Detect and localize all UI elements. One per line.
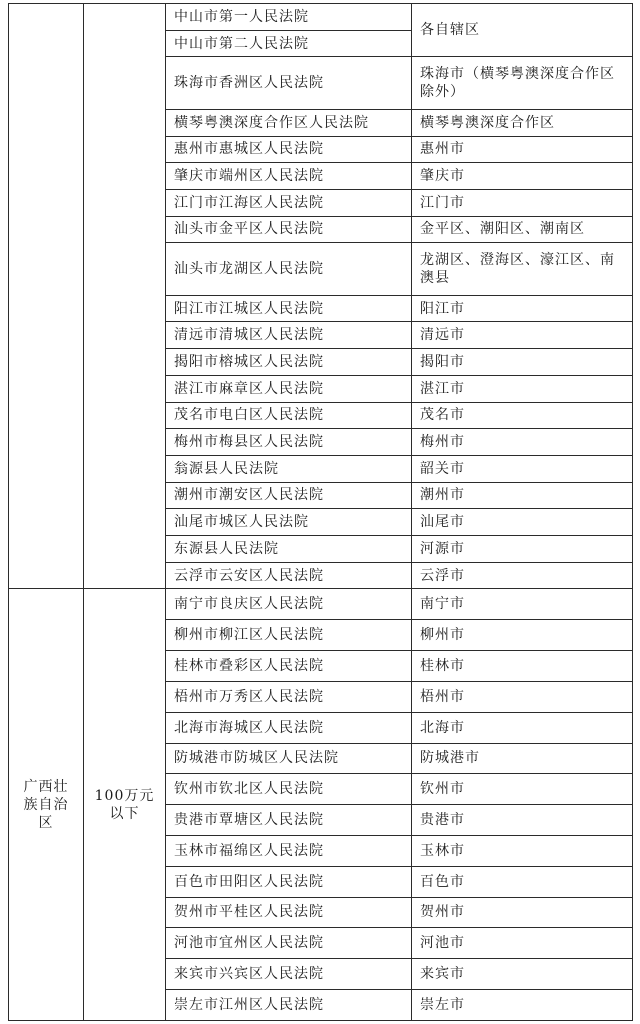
court-name-cell: 来宾市兴宾区人民法院 [166, 959, 412, 990]
court-name-cell: 汕头市金平区人民法院 [166, 216, 412, 243]
jurisdiction-area-cell: 江门市 [412, 189, 633, 216]
region-cell-guangxi: 广西壮族自治区 [9, 589, 84, 1021]
jurisdiction-area-cell: 阳江市 [412, 295, 633, 322]
amount-cell-guangxi: 100万元以下 [84, 589, 166, 1021]
jurisdiction-area-cell: 肇庆市 [412, 163, 633, 190]
court-name-cell: 玉林市福绵区人民法院 [166, 835, 412, 866]
court-name-cell: 东源县人民法院 [166, 536, 412, 563]
jurisdiction-area-cell: 韶关市 [412, 455, 633, 482]
jurisdiction-area-cell: 百色市 [412, 866, 633, 897]
court-name-cell: 防城港市防城区人民法院 [166, 743, 412, 774]
court-name-cell: 北海市海城区人民法院 [166, 712, 412, 743]
jurisdiction-area-cell: 汕尾市 [412, 509, 633, 536]
court-name-cell: 桂林市叠彩区人民法院 [166, 651, 412, 682]
jurisdiction-area-cell: 珠海市（横琴粤澳深度合作区除外） [412, 57, 633, 109]
jurisdiction-area-cell: 湛江市 [412, 375, 633, 402]
table-row [9, 589, 633, 620]
jurisdiction-area-cell: 揭阳市 [412, 349, 633, 376]
court-name-cell: 中山市第一人民法院 [166, 4, 412, 31]
jurisdiction-area-cell: 各自辖区 [412, 4, 633, 57]
jurisdiction-area-cell: 来宾市 [412, 959, 633, 990]
jurisdiction-area-cell: 河池市 [412, 928, 633, 959]
court-name-cell: 梅州市梅县区人民法院 [166, 429, 412, 456]
court-name-cell: 翁源县人民法院 [166, 455, 412, 482]
court-name-cell: 崇左市江州区人民法院 [166, 990, 412, 1021]
court-name-cell: 肇庆市端州区人民法院 [166, 163, 412, 190]
court-name-cell: 河池市宜州区人民法院 [166, 928, 412, 959]
court-name-cell: 南宁市良庆区人民法院 [166, 589, 412, 620]
jurisdiction-area-cell: 河源市 [412, 536, 633, 563]
jurisdiction-area-cell: 梧州市 [412, 681, 633, 712]
jurisdiction-area-cell: 贺州市 [412, 897, 633, 928]
jurisdiction-area-cell: 金平区、潮阳区、潮南区 [412, 216, 633, 243]
jurisdiction-area-cell: 玉林市 [412, 835, 633, 866]
court-name-cell: 珠海市香洲区人民法院 [166, 57, 412, 109]
court-name-cell: 湛江市麻章区人民法院 [166, 375, 412, 402]
jurisdiction-area-cell: 梅州市 [412, 429, 633, 456]
jurisdiction-area-cell: 惠州市 [412, 136, 633, 163]
jurisdiction-area-cell: 茂名市 [412, 402, 633, 429]
jurisdiction-area-cell: 龙湖区、澄海区、濠江区、南澳县 [412, 243, 633, 295]
region-cell-guangdong [9, 4, 84, 589]
jurisdiction-area-cell: 贵港市 [412, 805, 633, 836]
court-name-cell: 江门市江海区人民法院 [166, 189, 412, 216]
court-name-cell: 汕尾市城区人民法院 [166, 509, 412, 536]
table-row [9, 4, 633, 31]
court-name-cell: 贵港市覃塘区人民法院 [166, 805, 412, 836]
court-name-cell: 横琴粤澳深度合作区人民法院 [166, 109, 412, 136]
court-name-cell: 茂名市电白区人民法院 [166, 402, 412, 429]
jurisdiction-area-cell: 云浮市 [412, 562, 633, 589]
court-name-cell: 阳江市江城区人民法院 [166, 295, 412, 322]
jurisdiction-area-cell: 钦州市 [412, 774, 633, 805]
jurisdiction-area-cell: 清远市 [412, 322, 633, 349]
jurisdiction-area-cell: 北海市 [412, 712, 633, 743]
jurisdiction-area-cell: 横琴粤澳深度合作区 [412, 109, 633, 136]
jurisdiction-area-cell: 柳州市 [412, 620, 633, 651]
court-name-cell: 贺州市平桂区人民法院 [166, 897, 412, 928]
court-name-cell: 中山市第二人民法院 [166, 30, 412, 57]
jurisdiction-area-cell: 崇左市 [412, 990, 633, 1021]
court-name-cell: 惠州市惠城区人民法院 [166, 136, 412, 163]
court-name-cell: 钦州市钦北区人民法院 [166, 774, 412, 805]
jurisdiction-area-cell: 潮州市 [412, 482, 633, 509]
court-name-cell: 梧州市万秀区人民法院 [166, 681, 412, 712]
amount-cell-guangdong [84, 4, 166, 589]
jurisdiction-area-cell: 防城港市 [412, 743, 633, 774]
table-body [9, 4, 633, 1021]
court-name-cell: 揭阳市榕城区人民法院 [166, 349, 412, 376]
court-name-cell: 柳州市柳江区人民法院 [166, 620, 412, 651]
court-name-cell: 百色市田阳区人民法院 [166, 866, 412, 897]
jurisdiction-area-cell: 桂林市 [412, 651, 633, 682]
court-name-cell: 云浮市云安区人民法院 [166, 562, 412, 589]
court-jurisdiction-table [8, 3, 633, 1021]
court-name-cell: 清远市清城区人民法院 [166, 322, 412, 349]
court-name-cell: 潮州市潮安区人民法院 [166, 482, 412, 509]
court-name-cell: 汕头市龙湖区人民法院 [166, 243, 412, 295]
jurisdiction-area-cell: 南宁市 [412, 589, 633, 620]
